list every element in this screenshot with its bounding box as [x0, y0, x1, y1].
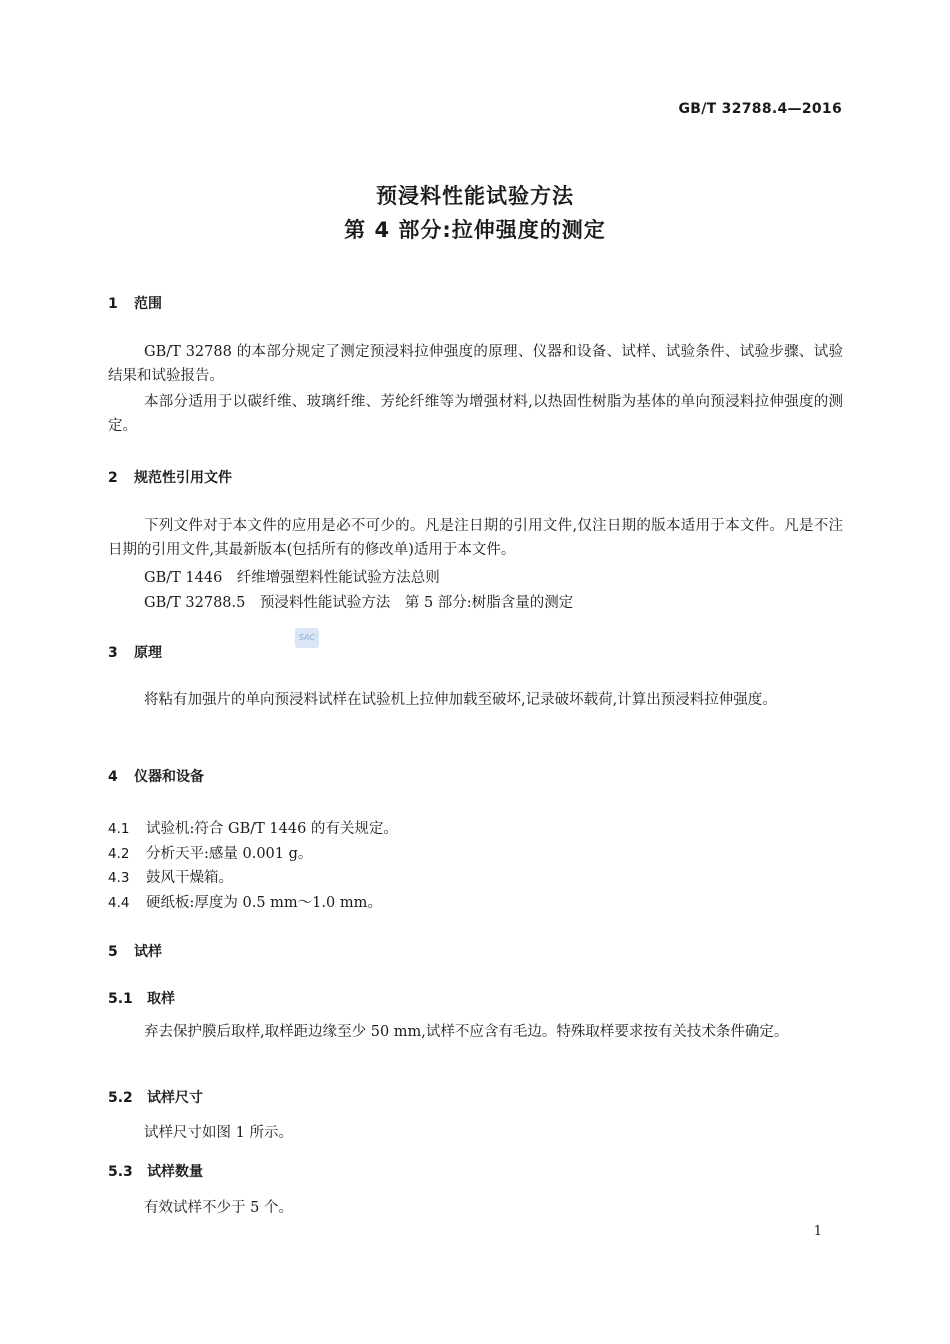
section-title: 原理	[134, 645, 162, 661]
document-subtitle: 第 4 部分:拉伸强度的测定	[344, 218, 606, 242]
section-2-heading	[108, 467, 232, 487]
page-number: 1	[813, 1224, 822, 1239]
section-title: 试样	[134, 944, 162, 960]
section-1-paragraph-1: GB/T 32788 的本部分规定了测定预浸料拉伸强度的原理、仪器和设备、试样、试验条件、试验步骤、试验结果和试验报告。	[108, 344, 843, 384]
section-number: 5	[108, 944, 118, 960]
section-number: 3	[108, 645, 118, 661]
watermark-logo: SAC	[295, 628, 319, 648]
item-text: 试验机:符合 GB/T 1446 的有关规定。	[146, 821, 398, 837]
section-4-heading	[108, 766, 204, 786]
item-text: 分析天平:感量 0.001 g。	[146, 846, 313, 862]
list-item	[108, 842, 312, 863]
item-number: 4.1	[108, 821, 130, 837]
section-number: 4	[108, 769, 118, 785]
subsection-5-1-heading	[108, 988, 175, 1008]
list-item	[108, 866, 233, 887]
list-item	[108, 817, 398, 838]
document-title: 预浸料性能试验方法	[376, 184, 574, 208]
item-number: 4.2	[108, 846, 130, 862]
subsection-title: 试样尺寸	[147, 1090, 203, 1106]
normative-reference-2: GB/T 32788.5 预浸料性能试验方法 第 5 部分:树脂含量的测定	[144, 595, 574, 611]
subsection-5-3-paragraph: 有效试样不少于 5 个。	[144, 1200, 293, 1216]
section-3-paragraph-1: 将粘有加强片的单向预浸料试样在试验机上拉伸加载至破坏,记录破坏载荷,计算出预浸料拉伸强度。	[144, 692, 777, 708]
section-2-paragraph-1: 下列文件对于本文件的应用是必不可少的。凡是注日期的引用文件,仅注日期的版本适用于本文件。凡是不注日期的引用文件,其最新版本(包括所有的修改单)适用于本文件。	[108, 518, 843, 558]
item-text: 硬纸板:厚度为 0.5 mm～1.0 mm。	[146, 895, 382, 911]
item-number: 4.3	[108, 870, 130, 886]
subsection-title: 试样数量	[147, 1164, 203, 1180]
section-3-heading	[108, 642, 162, 662]
section-1-heading	[108, 293, 162, 313]
section-title: 仪器和设备	[134, 769, 204, 785]
section-title: 规范性引用文件	[134, 470, 232, 486]
subsection-5-3-heading	[108, 1161, 203, 1181]
section-number: 1	[108, 296, 118, 312]
subsection-title: 取样	[147, 991, 175, 1007]
subsection-number: 5.1	[108, 991, 133, 1007]
section-title: 范围	[134, 296, 162, 312]
standard-code: GB/T 32788.4—2016	[678, 101, 842, 117]
section-5-heading	[108, 941, 162, 961]
subsection-number: 5.2	[108, 1090, 133, 1106]
item-text: 鼓风干燥箱。	[146, 870, 233, 886]
section-1-paragraph-2: 本部分适用于以碳纤维、玻璃纤维、芳纶纤维等为增强材料,以热固性树脂为基体的单向预浸料拉伸强度的测定。	[108, 394, 843, 434]
list-item	[108, 891, 382, 912]
subsection-5-2-heading	[108, 1087, 203, 1107]
subsection-5-1-paragraph: 弃去保护膜后取样,取样距边缘至少 50 mm,试样不应含有毛边。特殊取样要求按有关技术条件确定。	[144, 1024, 789, 1040]
item-number: 4.4	[108, 895, 130, 911]
subsection-5-2-paragraph: 试样尺寸如图 1 所示。	[144, 1125, 293, 1141]
section-number: 2	[108, 470, 118, 486]
subsection-number: 5.3	[108, 1164, 133, 1180]
normative-reference-1: GB/T 1446 纤维增强塑料性能试验方法总则	[144, 570, 440, 586]
